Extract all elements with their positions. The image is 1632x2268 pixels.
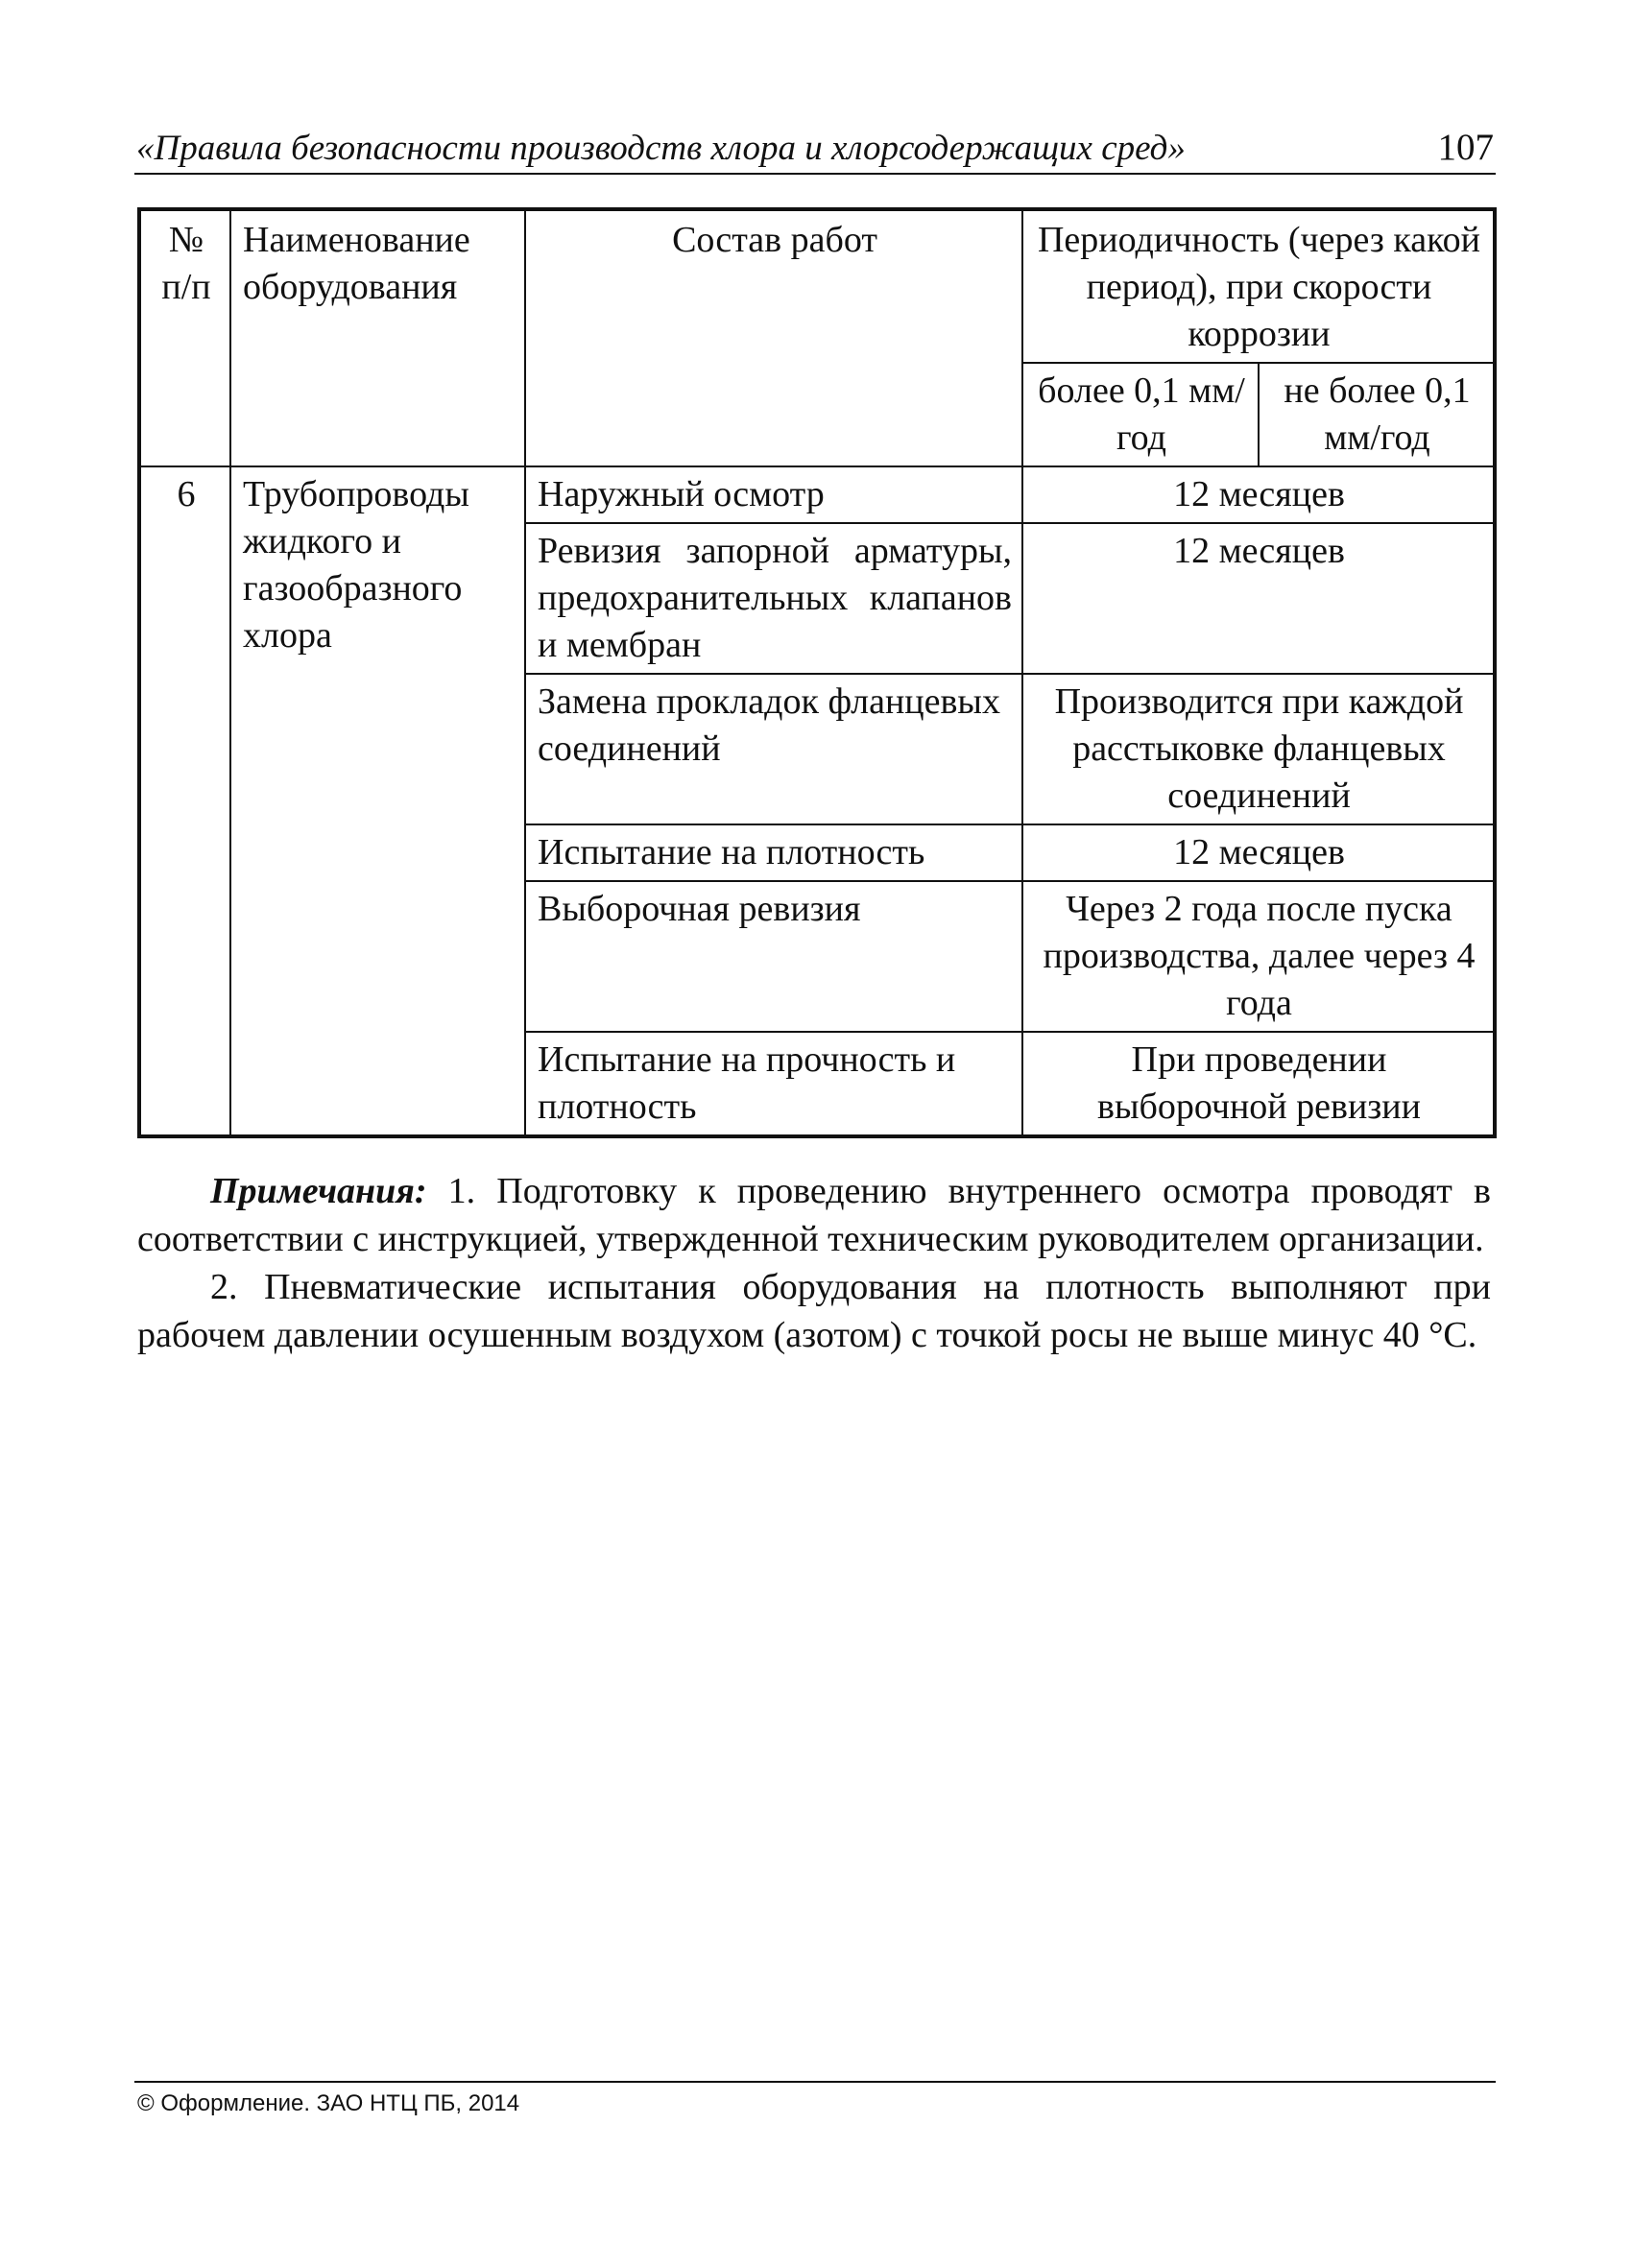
period-item: 12 месяцев (1022, 523, 1495, 674)
period-item: 12 месяцев (1022, 824, 1495, 881)
work-item: Выборочная ревизия (525, 881, 1022, 1032)
header-more: более 0,1 мм/год (1022, 363, 1259, 466)
row-num: 6 (139, 466, 230, 1136)
footer-copyright: © Оформление. ЗАО НТЦ ПБ, 2014 (137, 2090, 520, 2116)
footer-divider (134, 2081, 1496, 2083)
maintenance-table (137, 207, 1497, 1138)
note-1-text: 1. Подготовку к проведению внутреннего осмотра проводят в соответствии с инструкцией, утвержденной техническим руководителем организации. (137, 1171, 1491, 1259)
notes-lead: Примечания: (210, 1171, 427, 1211)
header-work: Состав работ (525, 209, 1022, 466)
header-less: не более 0,1 мм/год (1259, 363, 1495, 466)
row-equipment-name: Трубопроводы жидкого и газообразного хлора (230, 466, 525, 1136)
work-item: Испытание на прочность и плотность (525, 1032, 1022, 1136)
running-header (134, 123, 1496, 175)
note-2-text: 2. Пневматические испытания оборудования на плотность выполняют при рабочем давлении осушенным воздухом (азотом) с точкой росы не выше минус 40 °С. (137, 1267, 1491, 1355)
document-title: «Правила безопасности производств хлора и хлорсодержащих сред» (136, 129, 1186, 168)
work-item: Испытание на плотность (525, 824, 1022, 881)
header-period: Периодичность (через какой период), при скорости коррозии (1022, 209, 1495, 363)
note-1 (137, 1167, 1491, 1263)
notes-section (137, 1167, 1491, 1359)
work-item: Ревизия запорной арматуры, предохранительных клапанов и мембран (525, 523, 1022, 674)
header-name: Наименование оборудования (230, 209, 525, 466)
work-item: Наружный осмотр (525, 466, 1022, 523)
table-row (139, 466, 1495, 523)
period-item: 12 месяцев (1022, 466, 1495, 523)
work-item: Замена прокладок фланцевых соединений (525, 674, 1022, 824)
table-header-row (139, 209, 1495, 363)
page-number: 107 (1437, 127, 1494, 168)
period-item: Производится при каждой расстыковке фланцевых соединений (1022, 674, 1495, 824)
note-2 (137, 1263, 1491, 1359)
period-item: Через 2 года после пуска производства, далее через 4 года (1022, 881, 1495, 1032)
header-num: № п/п (139, 209, 230, 466)
period-item: При проведении выборочной ревизии (1022, 1032, 1495, 1136)
